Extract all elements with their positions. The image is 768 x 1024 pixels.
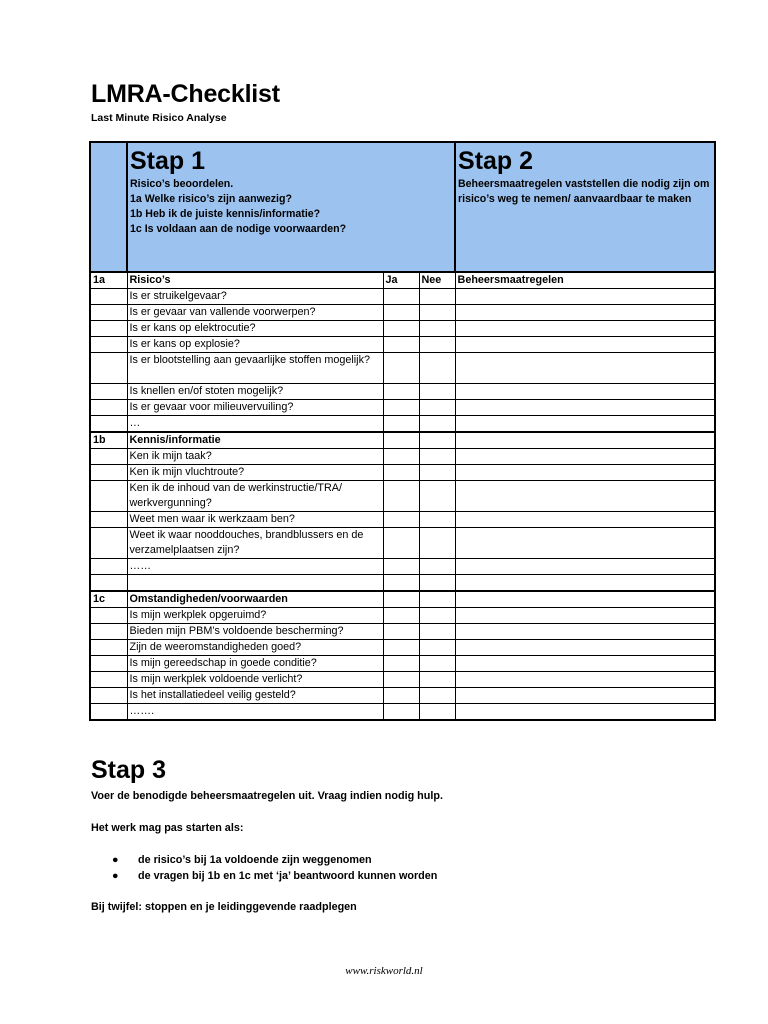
question-cell: Is er blootstelling aan gevaarlijke stoffen mogelijk? <box>127 353 383 384</box>
ja-cell[interactable] <box>383 672 419 688</box>
ja-cell[interactable] <box>383 321 419 337</box>
nee-cell[interactable] <box>419 416 455 433</box>
section-heading: Kennis/informatie <box>127 432 383 449</box>
section-header-row <box>90 272 715 289</box>
question-cell: Is mijn gereedschap in goede conditie? <box>127 656 383 672</box>
stap3-line3: Bij twijfel: stoppen en je leidinggevende raadplegen <box>91 901 357 913</box>
stap1-line: 1a Welke risico’s zijn aanwezig? <box>130 193 292 205</box>
measures-header <box>455 432 715 449</box>
ja-cell[interactable] <box>383 465 419 481</box>
row-code-cell <box>90 305 127 321</box>
question-cell: Is het installatiedeel veilig gesteld? <box>127 688 383 704</box>
row-code-cell <box>90 688 127 704</box>
question-cell: Is mijn werkplek voldoende verlicht? <box>127 672 383 688</box>
ja-cell[interactable] <box>383 384 419 400</box>
row-code-cell <box>90 528 127 559</box>
stap1-line: Risico’s beoordelen. <box>130 178 234 190</box>
row-code-cell <box>90 672 127 688</box>
nee-cell[interactable] <box>419 688 455 704</box>
checklist-row <box>90 321 715 337</box>
measures-cell[interactable] <box>455 575 715 592</box>
page-subtitle: Last Minute Risico Analyse <box>91 112 227 124</box>
checklist-row <box>90 416 715 433</box>
bullet-icon: ● <box>112 870 119 882</box>
question-cell: Is er struikelgevaar? <box>127 289 383 305</box>
ja-cell[interactable] <box>383 481 419 512</box>
measures-cell[interactable] <box>455 528 715 559</box>
checklist-row <box>90 384 715 400</box>
section-heading: Omstandigheden/voorwaarden <box>127 591 383 608</box>
nee-cell[interactable] <box>419 481 455 512</box>
measures-header: Beheersmaatregelen <box>455 272 715 289</box>
row-code-cell <box>90 640 127 656</box>
nee-cell[interactable] <box>419 337 455 353</box>
checklist-row <box>90 688 715 704</box>
nee-cell[interactable] <box>419 575 455 592</box>
ja-cell[interactable] <box>383 353 419 384</box>
nee-cell[interactable] <box>419 624 455 640</box>
checklist-row <box>90 465 715 481</box>
checklist-row <box>90 575 715 592</box>
measures-cell[interactable] <box>455 321 715 337</box>
checklist-row <box>90 337 715 353</box>
measures-cell[interactable] <box>455 449 715 465</box>
ja-header <box>383 591 419 608</box>
row-code-cell <box>90 575 127 592</box>
question-cell: Is er kans op elektrocutie? <box>127 321 383 337</box>
nee-cell[interactable] <box>419 528 455 559</box>
measures-cell[interactable] <box>455 400 715 416</box>
nee-cell[interactable] <box>419 353 455 384</box>
ja-cell[interactable] <box>383 512 419 528</box>
stap2-text: Beheersmaatregelen vaststellen die nodig zijn om risico’s weg te nemen/ aanvaardbaar te maken <box>458 178 710 205</box>
question-cell: Ken ik mijn vluchtroute? <box>127 465 383 481</box>
footer-url: www.riskworld.nl <box>345 965 423 977</box>
row-code-cell <box>90 416 127 433</box>
checklist-table <box>89 141 716 721</box>
question-cell: Weet men waar ik werkzaam ben? <box>127 512 383 528</box>
measures-cell[interactable] <box>455 481 715 512</box>
question-cell: Ken ik mijn taak? <box>127 449 383 465</box>
section-code: 1a <box>90 272 127 289</box>
measures-cell[interactable] <box>455 608 715 624</box>
stap1-title: Stap 1 <box>130 147 206 175</box>
stap2-title: Stap 2 <box>458 147 534 175</box>
checklist-row <box>90 559 715 575</box>
ja-cell[interactable] <box>383 305 419 321</box>
header-code-cell <box>90 142 127 272</box>
stap2-cell <box>455 142 715 272</box>
question-cell: Is er gevaar van vallende voorwerpen? <box>127 305 383 321</box>
measures-cell[interactable] <box>455 704 715 721</box>
question-cell: Is er kans op explosie? <box>127 337 383 353</box>
measures-cell[interactable] <box>455 512 715 528</box>
stap3-bullets <box>112 852 437 884</box>
measures-cell[interactable] <box>455 640 715 656</box>
question-cell: Weet ik waar nooddouches, brandblussers en de verzamelplaatsen zijn? <box>127 528 383 559</box>
ja-cell[interactable] <box>383 449 419 465</box>
ja-header: Ja <box>383 272 419 289</box>
measures-cell[interactable] <box>455 624 715 640</box>
question-cell: Bieden mijn PBM’s voldoende bescherming? <box>127 624 383 640</box>
stap3-line2: Het werk mag pas starten als: <box>91 822 244 834</box>
measures-header <box>455 591 715 608</box>
checklist-row <box>90 672 715 688</box>
measures-cell[interactable] <box>455 353 715 384</box>
stap3-line1: Voer de benodigde beheersmaatregelen uit. Vraag indien nodig hulp. <box>91 790 443 802</box>
question-cell: ……. <box>127 704 383 721</box>
stap1-line: 1b Heb ik de juiste kennis/informatie? <box>130 208 321 220</box>
row-code-cell <box>90 608 127 624</box>
question-cell <box>127 575 383 592</box>
nee-cell[interactable] <box>419 289 455 305</box>
row-code-cell <box>90 559 127 575</box>
measures-cell[interactable] <box>455 688 715 704</box>
nee-cell[interactable] <box>419 512 455 528</box>
measures-cell[interactable] <box>455 465 715 481</box>
checklist-row <box>90 704 715 721</box>
nee-cell[interactable] <box>419 640 455 656</box>
section-code: 1b <box>90 432 127 449</box>
stap1-cell <box>127 142 455 272</box>
measures-cell[interactable] <box>455 656 715 672</box>
ja-cell[interactable] <box>383 416 419 433</box>
bullet-text: de risico’s bij 1a voldoende zijn weggenomen <box>138 854 372 866</box>
row-code-cell <box>90 656 127 672</box>
section-code: 1c <box>90 591 127 608</box>
ja-header <box>383 432 419 449</box>
ja-cell[interactable] <box>383 400 419 416</box>
nee-cell[interactable] <box>419 449 455 465</box>
question-cell: Ken ik de inhoud van de werkinstructie/TRA/ werkvergunning? <box>127 481 383 512</box>
question-cell: … <box>127 416 383 433</box>
ja-cell[interactable] <box>383 640 419 656</box>
nee-cell[interactable] <box>419 321 455 337</box>
checklist-row <box>90 608 715 624</box>
nee-header: Nee <box>419 272 455 289</box>
measures-cell[interactable] <box>455 384 715 400</box>
ja-cell[interactable] <box>383 656 419 672</box>
row-code-cell <box>90 289 127 305</box>
row-code-cell <box>90 465 127 481</box>
row-code-cell <box>90 481 127 512</box>
checklist-row <box>90 640 715 656</box>
row-code-cell <box>90 353 127 384</box>
checklist-row <box>90 481 715 512</box>
checklist-row <box>90 289 715 305</box>
nee-cell[interactable] <box>419 608 455 624</box>
section-header-row <box>90 591 715 608</box>
ja-cell[interactable] <box>383 608 419 624</box>
checklist-row <box>90 624 715 640</box>
stap1-line: 1c Is voldaan aan de nodige voorwaarden? <box>130 223 347 235</box>
checklist-row <box>90 305 715 321</box>
row-code-cell <box>90 704 127 721</box>
question-cell: Is er gevaar voor milieuvervuiling? <box>127 400 383 416</box>
ja-cell[interactable] <box>383 704 419 721</box>
measures-cell[interactable] <box>455 559 715 575</box>
ja-cell[interactable] <box>383 575 419 592</box>
row-code-cell <box>90 400 127 416</box>
ja-cell[interactable] <box>383 528 419 559</box>
ja-cell[interactable] <box>383 559 419 575</box>
nee-cell[interactable] <box>419 384 455 400</box>
measures-cell[interactable] <box>455 416 715 433</box>
bullet-icon: ● <box>112 854 119 866</box>
measures-cell[interactable] <box>455 289 715 305</box>
row-code-cell <box>90 449 127 465</box>
checklist-row <box>90 449 715 465</box>
nee-cell[interactable] <box>419 704 455 721</box>
checklist-row <box>90 353 715 384</box>
nee-cell[interactable] <box>419 305 455 321</box>
checklist-row <box>90 512 715 528</box>
nee-cell[interactable] <box>419 465 455 481</box>
question-cell: Is mijn werkplek opgeruimd? <box>127 608 383 624</box>
row-code-cell <box>90 624 127 640</box>
row-code-cell <box>90 337 127 353</box>
ja-cell[interactable] <box>383 337 419 353</box>
checklist-row <box>90 656 715 672</box>
question-cell: Zijn de weeromstandigheden goed? <box>127 640 383 656</box>
row-code-cell <box>90 512 127 528</box>
bullet-text: de vragen bij 1b en 1c met ‘ja’ beantwoord kunnen worden <box>138 870 438 882</box>
nee-cell[interactable] <box>419 400 455 416</box>
checklist-row <box>90 400 715 416</box>
nee-cell[interactable] <box>419 672 455 688</box>
nee-header <box>419 432 455 449</box>
ja-cell[interactable] <box>383 289 419 305</box>
question-cell: …… <box>127 559 383 575</box>
section-heading: Risico’s <box>127 272 383 289</box>
checklist-row <box>90 528 715 559</box>
bullet-item <box>112 868 437 884</box>
measures-cell[interactable] <box>455 672 715 688</box>
nee-cell[interactable] <box>419 559 455 575</box>
section-header-row <box>90 432 715 449</box>
nee-header <box>419 591 455 608</box>
measures-cell[interactable] <box>455 337 715 353</box>
question-cell: Is knellen en/of stoten mogelijk? <box>127 384 383 400</box>
row-code-cell <box>90 384 127 400</box>
bullet-item <box>112 852 437 868</box>
nee-cell[interactable] <box>419 656 455 672</box>
ja-cell[interactable] <box>383 624 419 640</box>
row-code-cell <box>90 321 127 337</box>
measures-cell[interactable] <box>455 305 715 321</box>
ja-cell[interactable] <box>383 688 419 704</box>
page-title: LMRA-Checklist <box>91 80 280 108</box>
stap3-title: Stap 3 <box>91 756 167 784</box>
